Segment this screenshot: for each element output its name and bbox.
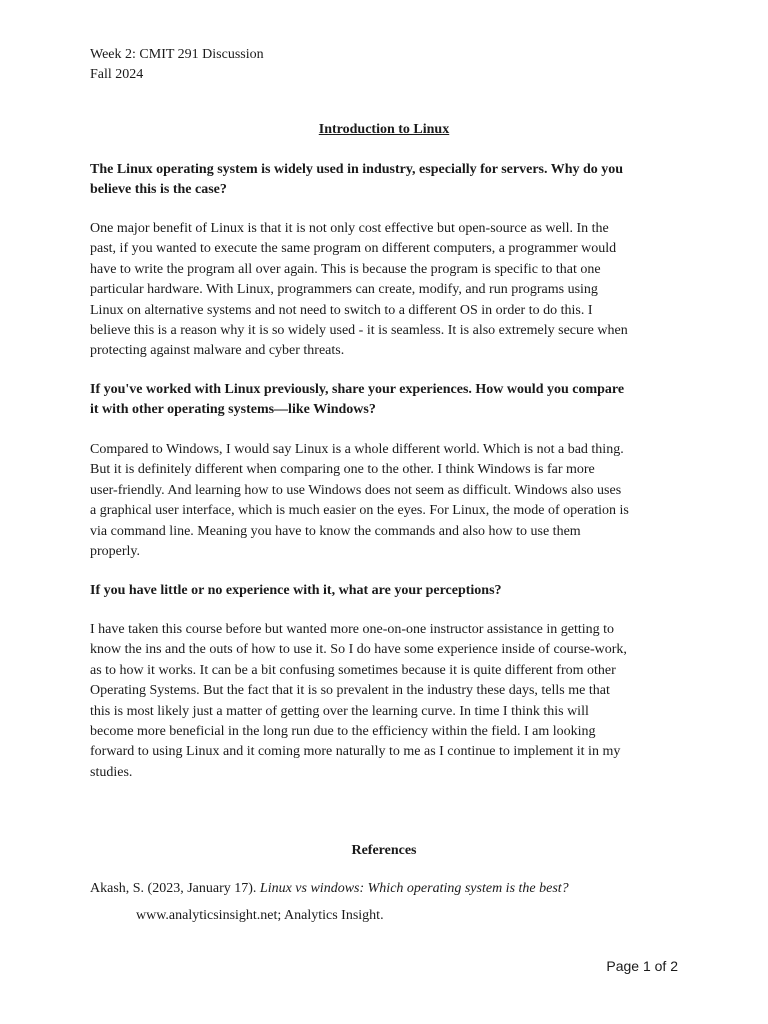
question-line: believe this is the case?	[90, 182, 227, 198]
question-2	[90, 380, 680, 421]
reference-entry	[90, 879, 690, 899]
question-3	[90, 581, 680, 601]
question-line: If you've worked with Linux previously, share your experiences. How would you compare	[90, 382, 625, 397]
answer-line: forward to using Linux and it coming more naturally to me as I continue to implement it in my	[90, 744, 621, 760]
answer-line: believe this is a reason why it is so widely used - it is seamless. It is also extremely secure when	[90, 323, 628, 339]
question-line: it with other operating systems—like Windows?	[90, 402, 376, 418]
question-1	[90, 160, 680, 201]
answer-line: Linux on alternative systems and not need to switch to a different OS in order to do this. I	[90, 302, 593, 318]
answer-line: user-friendly. And learning how to use Windows does not seem as difficult. Windows also uses	[90, 482, 622, 498]
answer-line: become more beneficial in the long run due to the efficiency within the field. I am looking	[90, 724, 596, 740]
answer-3	[90, 620, 680, 783]
answer-line: One major benefit of Linux is that it is not only cost effective but open-source as well. In the	[90, 221, 609, 236]
references-heading: References	[351, 843, 417, 858]
answer-line: But it is definitely different when comparing one to the other. I think Windows is far more	[90, 462, 595, 478]
answer-line: this is most likely just a matter of getting over the learning curve. In time I think this will	[90, 703, 589, 719]
course-heading: Week 2: CMIT 291 Discussion	[90, 47, 264, 62]
reference-source: www.analyticsinsight.net; Analytics Insight.	[136, 908, 384, 923]
answer-line: as to how it works. It can be a bit confusing sometimes because it is quite different from other	[90, 662, 616, 678]
document-title: Introduction to Linux	[318, 122, 450, 137]
answer-line: a graphical user interface, which is much easier on the eyes. For Linux, the mode of operation is	[90, 503, 629, 519]
answer-line: particular hardware. With Linux, programmers can create, modify, and run programs using	[90, 282, 598, 298]
answer-line: studies.	[90, 764, 133, 780]
answer-line: know the ins and the outs of how to use it. So I do have some experience inside of course-work,	[90, 642, 627, 658]
reference-title: Linux vs windows: Which operating system is the best?	[259, 881, 569, 896]
answer-line: properly.	[90, 544, 141, 560]
answer-line: have to write the program all over again. This is because the program is specific to that one	[90, 261, 601, 277]
answer-line: Compared to Windows, I would say Linux is a whole different world. Which is not a bad thing.	[90, 442, 624, 457]
answer-line: past, if you wanted to execute the same program on different computers, a programmer would	[90, 241, 617, 257]
reference-author: Akash, S. (2023, January 17).	[90, 881, 260, 896]
term-heading: Fall 2024	[90, 67, 144, 82]
answer-2	[90, 440, 680, 562]
question-line: The Linux operating system is widely used in industry, especially for servers. Why do you	[90, 162, 624, 177]
answer-line: protecting against malware and cyber threats.	[90, 343, 345, 359]
answer-line: Operating Systems. But the fact that it is so prevalent in the industry these days, tells me that	[90, 683, 610, 699]
answer-line: I have taken this course before but wanted more one-on-one instructor assistance in getting to	[90, 622, 615, 637]
answer-1	[90, 219, 680, 362]
page-number: Page 1 of 2	[606, 958, 678, 974]
answer-line: via command line. Meaning you have to know the commands and also how to use them	[90, 523, 581, 539]
question-line: If you have little or no experience with it, what are your perceptions?	[90, 583, 502, 598]
